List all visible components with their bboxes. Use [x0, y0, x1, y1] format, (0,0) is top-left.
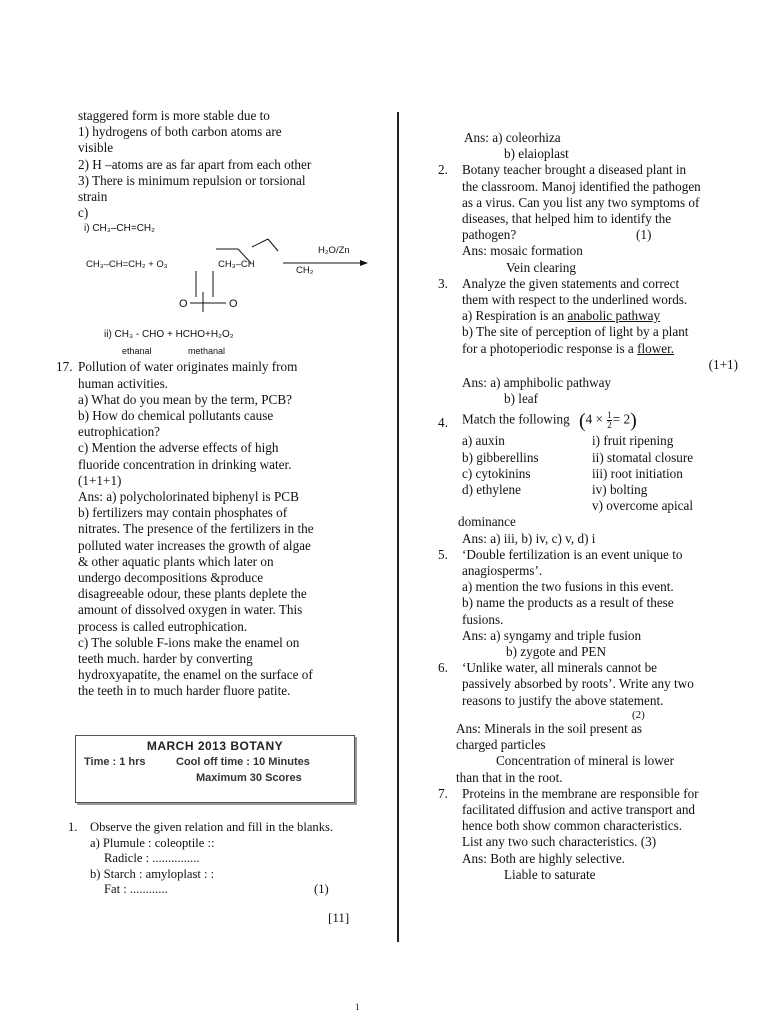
- methanal-label: methanal: [188, 346, 226, 357]
- q4-frac-den: 2: [607, 420, 612, 431]
- q3-marks: (1+1): [708, 356, 738, 372]
- q5-ans2: b) zygote and PEN: [506, 644, 606, 660]
- q5-line: b) name the products as a result of these: [462, 595, 674, 611]
- left-column: [56, 108, 378, 700]
- q6-marks: (2): [632, 708, 645, 721]
- question-2: [438, 162, 738, 275]
- question-1: [68, 820, 368, 898]
- q6-line: ‘Unlike water, all minerals cannot be: [462, 660, 658, 676]
- q2-ans: Ans: mosaic formation: [462, 243, 583, 259]
- exam-cool-off: Cool off time : 10 Minutes: [176, 756, 310, 768]
- chem-formula-i: i) CH₃–CH=CH₂: [84, 223, 156, 235]
- q4-left-item: a) auxin: [462, 433, 505, 449]
- q6-ans3: Concentration of mineral is lower: [496, 753, 674, 769]
- intro-line: 2) H –atoms are as far apart from each other: [78, 156, 312, 172]
- q4-left-list: [462, 433, 539, 498]
- reaction-mid: CH₃–CH: [218, 259, 255, 271]
- q6-ans4: than that in the root.: [456, 769, 563, 785]
- q4-fraction: [607, 411, 612, 430]
- q7-line: Proteins in the membrane are responsible for: [462, 785, 699, 801]
- question-17: [56, 359, 378, 699]
- q4-left-item: d) ethylene: [462, 482, 521, 498]
- q1-a2: Radicle : ...............: [104, 851, 200, 865]
- exam-title: MARCH 2013 BOTANY: [146, 739, 284, 753]
- q2-line: the classroom. Manoj identified the pathogen: [462, 178, 701, 194]
- question-7: [438, 786, 738, 883]
- q7-line: List any two such characteristics. (3): [462, 834, 657, 850]
- q4-right-item: iii) root initiation: [592, 465, 683, 481]
- q7-ans: Ans: Both are highly selective.: [462, 850, 625, 866]
- q3-b2-underlined: flower.: [637, 340, 675, 356]
- q5-line: fusions.: [462, 611, 504, 627]
- q3-b1: b) The site of perception of light by a plant: [462, 324, 689, 340]
- q2-line: diseases, that helped him to identify the: [462, 211, 672, 227]
- question-6: [438, 660, 738, 785]
- page-number: 1: [355, 1002, 360, 1012]
- q4-right-item: i) fruit ripening: [592, 433, 674, 449]
- question-number: 1.: [68, 820, 78, 834]
- ans-top2: b) elaioplast: [504, 146, 569, 162]
- q17-line: polluted water increases the growth of algae: [78, 537, 311, 553]
- question-5: [438, 547, 738, 660]
- question-number: 6.: [438, 660, 448, 676]
- reaction-reagent: H₂O/Zn: [318, 245, 350, 257]
- reaction-ch2: CH₂: [296, 265, 314, 277]
- ring-oxygen: O: [229, 298, 238, 311]
- intro-line: 1) hydrogens of both carbon atoms are: [78, 124, 282, 140]
- intro-line: visible: [78, 140, 114, 156]
- exam-header-box: [75, 735, 355, 803]
- ozonolysis-reaction: [78, 237, 378, 323]
- q5-ans: Ans: a) syngamy and triple fusion: [462, 627, 642, 643]
- q4-formula-pre: 4 ×: [585, 411, 603, 427]
- q17-line: hydroxyapatite, the enamel on the surface of: [78, 667, 313, 683]
- q3-ans2: b) leaf: [504, 391, 539, 407]
- question-number: 3.: [438, 275, 448, 291]
- column-divider: [397, 112, 399, 942]
- q17-line: eutrophication?: [78, 424, 161, 440]
- q1-marks: (1): [314, 882, 329, 896]
- q4-match-table: [462, 433, 738, 514]
- q2-marks: (1): [636, 227, 652, 243]
- ethanal-label: ethanal: [122, 346, 152, 357]
- question-number: 7.: [438, 785, 448, 801]
- chem-formula-ii: ii) CH₃ - CHO + HCHO+H₂O₂: [104, 329, 234, 341]
- q4-right-item: iv) bolting: [592, 482, 648, 498]
- question-4: 4. Match the following (4 × $\frac{1}{2}$ = 2) a) auxin b) gibberellins c) cytokinins d) ethylene i) fruit ripening ii) stomatal closure iii) root initiation iv) bolting v) overcome apical dominance Ans: a) iii, b) iv, c) v, d) i: [438, 411, 738, 546]
- q3-a: a) Respiration is an: [462, 308, 568, 324]
- q4-ans: Ans: a) iii, b) iv, c) v, d) i: [462, 530, 596, 546]
- q7-line: facilitated diffusion and active transport and: [462, 801, 696, 817]
- question-number: 2.: [438, 162, 448, 178]
- q3-b2: for a photoperiodic response is a: [462, 340, 638, 356]
- page-marker: [11]: [328, 910, 350, 925]
- intro-line: strain: [78, 189, 108, 205]
- q2-last: pathogen?: [462, 227, 517, 243]
- question-number: 4.: [438, 415, 448, 431]
- q1-text: Observe the given relation and fill in the blanks.: [90, 820, 334, 834]
- q3-line: Analyze the given statements and correct: [462, 275, 680, 291]
- q4-left-item: b) gibberellins: [462, 449, 539, 465]
- q17-line: undergo decompositions &produce: [78, 570, 264, 586]
- q17-line: a) What do you mean by the term, PCB?: [78, 391, 293, 407]
- q6-line: reasons to justify the above statement.: [462, 692, 664, 708]
- q17-line: amount of dissolved oxygen in water. This: [78, 602, 303, 618]
- q4-right-item: ii) stomatal closure: [592, 449, 694, 465]
- q1-b2: Fat : ............: [104, 882, 168, 896]
- intro-line: c): [78, 205, 89, 221]
- exam-time: Time : 1 hrs: [84, 756, 146, 768]
- q17-line: (1+1+1): [78, 472, 122, 488]
- q17-line: nitrates. The presence of the fertilizers in the: [78, 521, 314, 537]
- q7-ans2: Liable to saturate: [504, 866, 596, 882]
- q6-ans2: charged particles: [456, 737, 546, 753]
- question-number: 17.: [56, 359, 73, 375]
- q17-line: human activities.: [78, 375, 169, 391]
- question-number: 5.: [438, 546, 448, 562]
- q4-dominance: dominance: [458, 514, 516, 530]
- q3-a-underlined: anabolic pathway: [567, 308, 661, 324]
- q6-ans: Ans: Minerals in the soil present as: [456, 720, 643, 736]
- exam-max-score: Maximum 30 Scores: [196, 772, 302, 784]
- q4-frac-num: 1: [607, 410, 612, 421]
- q17-line: Ans: a) polycholorinated biphenyl is PCB: [78, 489, 299, 505]
- q17-line: & other aquatic plants which later on: [78, 553, 274, 569]
- q17-line: c) Mention the adverse effects of high: [78, 440, 279, 456]
- ans-top: Ans: a) coleorhiza: [464, 130, 561, 145]
- q17-line: teeth much. harder by converting: [78, 651, 253, 667]
- q3-line: them with respect to the underlined words.: [462, 292, 688, 308]
- intro-line: staggered form is more stable due to: [78, 108, 270, 123]
- q5-line: anagiosperms’.: [462, 563, 543, 579]
- q4-left-item: c) cytokinins: [462, 465, 531, 481]
- q2-ans2: Vein clearing: [506, 259, 576, 275]
- q17-line: c) The soluble F-ions make the enamel on: [78, 634, 300, 650]
- ring-oxygen: O: [179, 298, 188, 311]
- q5-line: ‘Double fertilization is an event unique to: [462, 546, 683, 562]
- q4-formula-post: = 2: [612, 411, 631, 427]
- q5-line: a) mention the two fusions in this event.: [462, 579, 674, 595]
- q17-line: fluoride concentration in drinking water.: [78, 456, 292, 472]
- q6-line: passively absorbed by roots’. Write any two: [462, 676, 694, 692]
- q2-line: as a virus. Can you list any two symptoms of: [462, 194, 700, 210]
- q2-line: Botany teacher brought a diseased plant in: [462, 162, 687, 178]
- q17-line: the teeth in to much harder fluore patite.: [78, 683, 291, 699]
- right-column: [438, 130, 738, 883]
- q17-line: Pollution of water originates mainly from: [78, 359, 298, 375]
- q17-line: disagreeable odour, these plants deplete the: [78, 586, 307, 602]
- question-3: [438, 276, 738, 408]
- q4-right-item: v) overcome apical: [592, 498, 694, 514]
- chem-names: [78, 343, 378, 357]
- q17-line: b) How do chemical pollutants cause: [78, 408, 274, 424]
- q3-ans: Ans: a) amphibolic pathway: [462, 375, 612, 391]
- q1-b: b) Starch : amyloplast : :: [90, 866, 215, 881]
- q17-line: process is called eutrophication.: [78, 618, 248, 634]
- q7-line: hence both show common characteristics.: [462, 818, 683, 834]
- q17-line: b) fertilizers may contain phosphates of: [78, 505, 288, 521]
- reaction-lhs: CH₃–CH=CH₂ + O₃: [86, 259, 168, 271]
- q4-text: Match the following: [462, 411, 570, 427]
- intro-line: 3) There is minimum repulsion or torsional: [78, 172, 306, 188]
- q1-a: a) Plumule : coleoptile ::: [90, 835, 215, 850]
- q4-right-list: [592, 433, 693, 514]
